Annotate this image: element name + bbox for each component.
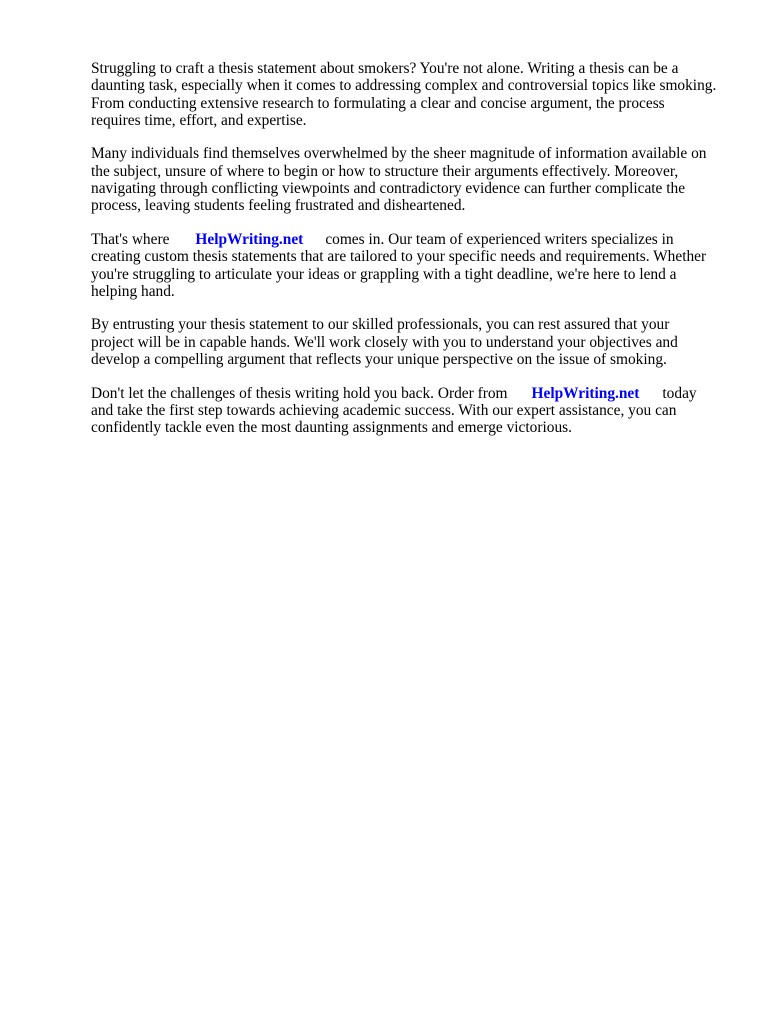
text-line: creating custom thesis statements that are tailored to your specific needs and requirements. Whether (91, 248, 707, 266)
text-segment: Don't let the challenges of thesis writing hold you back. Order from (91, 384, 508, 402)
text-line: daunting task, especially when it comes to addressing complex and controversial topics like smoking. (91, 77, 717, 95)
text-line (91, 385, 731, 402)
text-line: you're struggling to articulate your ideas or grappling with a tight deadline, we're here to lend a (91, 265, 677, 283)
helpwriting-link[interactable]: HelpWriting.net (195, 230, 304, 248)
paragraph-2 (91, 145, 731, 214)
text-line: process, leaving students feeling frustrated and disheartened. (91, 197, 466, 215)
text-segment: That's where (91, 230, 170, 248)
text-line: the subject, unsure of where to begin or how to structure their arguments effectively. Moreover, (91, 162, 679, 180)
paragraph-5 (91, 385, 731, 437)
text-line: requires time, effort, and expertise. (91, 111, 307, 129)
document-body (91, 60, 731, 453)
text-line: Struggling to craft a thesis statement about smokers? You're not alone. Writing a thesis can be a (91, 60, 679, 77)
text-line: project will be in capable hands. We'll work closely with you to understand your objectives and (91, 333, 678, 351)
paragraph-1 (91, 60, 731, 129)
text-line (91, 231, 731, 248)
text-line: develop a compelling argument that reflects your unique perspective on the issue of smoking. (91, 351, 667, 369)
paragraph-3 (91, 231, 731, 300)
text-line: confidently tackle even the most daunting assignments and emerge victorious. (91, 419, 572, 437)
paragraph-4 (91, 316, 731, 368)
helpwriting-link[interactable]: HelpWriting.net (531, 384, 640, 402)
text-line: navigating through conflicting viewpoints and contradictory evidence can further complicate the (91, 180, 686, 198)
text-line: From conducting extensive research to formulating a clear and concise argument, the process (91, 94, 665, 112)
text-line: and take the first step towards achieving academic success. With our expert assistance, you can (91, 401, 677, 419)
text-segment: comes in. Our team of experienced writers specializes in (325, 230, 674, 248)
text-line: Many individuals find themselves overwhelmed by the sheer magnitude of information available on (91, 145, 707, 163)
text-line: By entrusting your thesis statement to our skilled professionals, you can rest assured that your (91, 316, 670, 334)
text-segment: today (662, 384, 697, 402)
text-line: helping hand. (91, 282, 175, 300)
